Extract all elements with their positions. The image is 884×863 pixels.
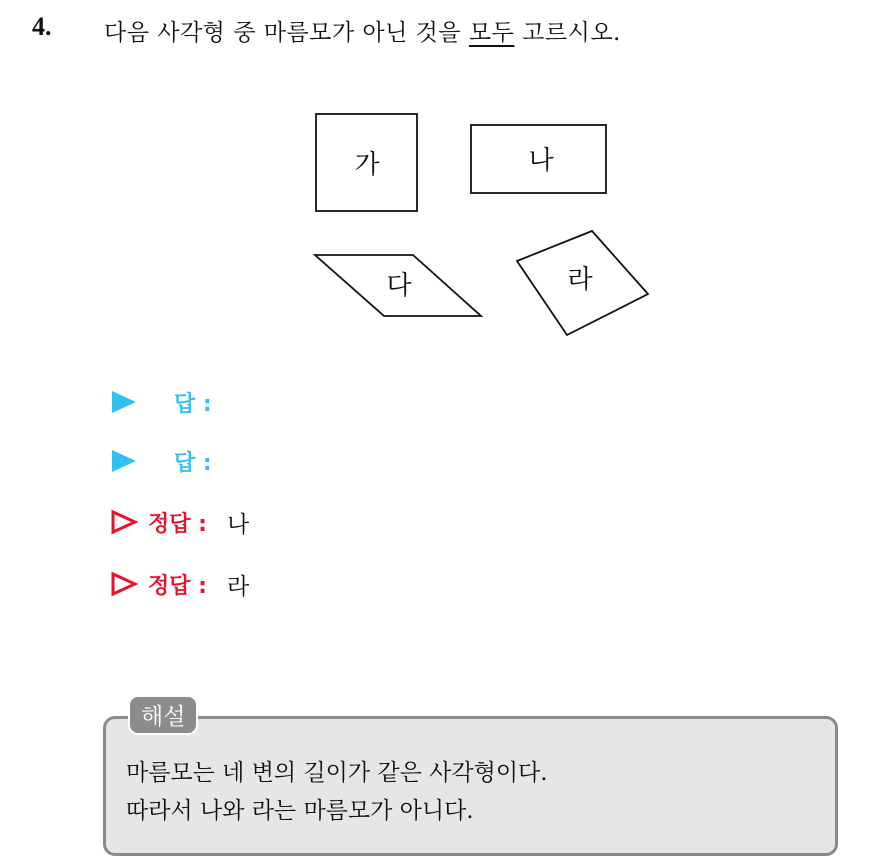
- answer-label: 답 :: [174, 391, 212, 417]
- shape-ga: [316, 114, 417, 211]
- shape-label-da: 다: [386, 271, 412, 301]
- explanation-tab: 해설: [128, 695, 198, 735]
- correct-answer-label: 정답 :: [148, 511, 207, 537]
- correct-answer-label: 정답 :: [148, 573, 207, 599]
- explanation-line-1: 마름모는 네 변의 길이가 같은 사각형이다.: [126, 760, 548, 786]
- shape-label-ra: 라: [567, 265, 593, 295]
- quadrilateral-figures: [0, 0, 884, 360]
- correct-answer-row-2: [110, 567, 249, 601]
- shape-label-ga: 가: [354, 150, 380, 180]
- correct-answer-value: 나: [226, 511, 250, 538]
- correct-answer-value: 라: [226, 573, 250, 600]
- question-number: 4.: [32, 12, 52, 41]
- answer-row-2: [110, 444, 232, 478]
- outline-triangle-right-icon: [110, 571, 138, 597]
- answer-label: 답 :: [174, 450, 212, 476]
- question-text-end: 고르시오.: [514, 20, 621, 46]
- question-text-start: 다음 사각형 중 마름모가 아닌 것을: [104, 20, 469, 46]
- explanation-text: [126, 754, 548, 830]
- filled-triangle-right-icon: [110, 448, 138, 474]
- shape-na: [471, 125, 606, 193]
- filled-triangle-right-icon: [110, 389, 138, 415]
- question-emphasis: 모두: [468, 20, 515, 46]
- shape-label-na: 나: [528, 146, 554, 176]
- shape-ra: [517, 231, 648, 335]
- answer-row-1: [110, 385, 232, 419]
- outline-triangle-right-icon: [110, 509, 138, 535]
- correct-answer-row-1: [110, 505, 249, 539]
- shape-da: [315, 255, 481, 316]
- explanation-line-2: 따라서 나와 라는 마름모가 아니다.: [126, 798, 474, 824]
